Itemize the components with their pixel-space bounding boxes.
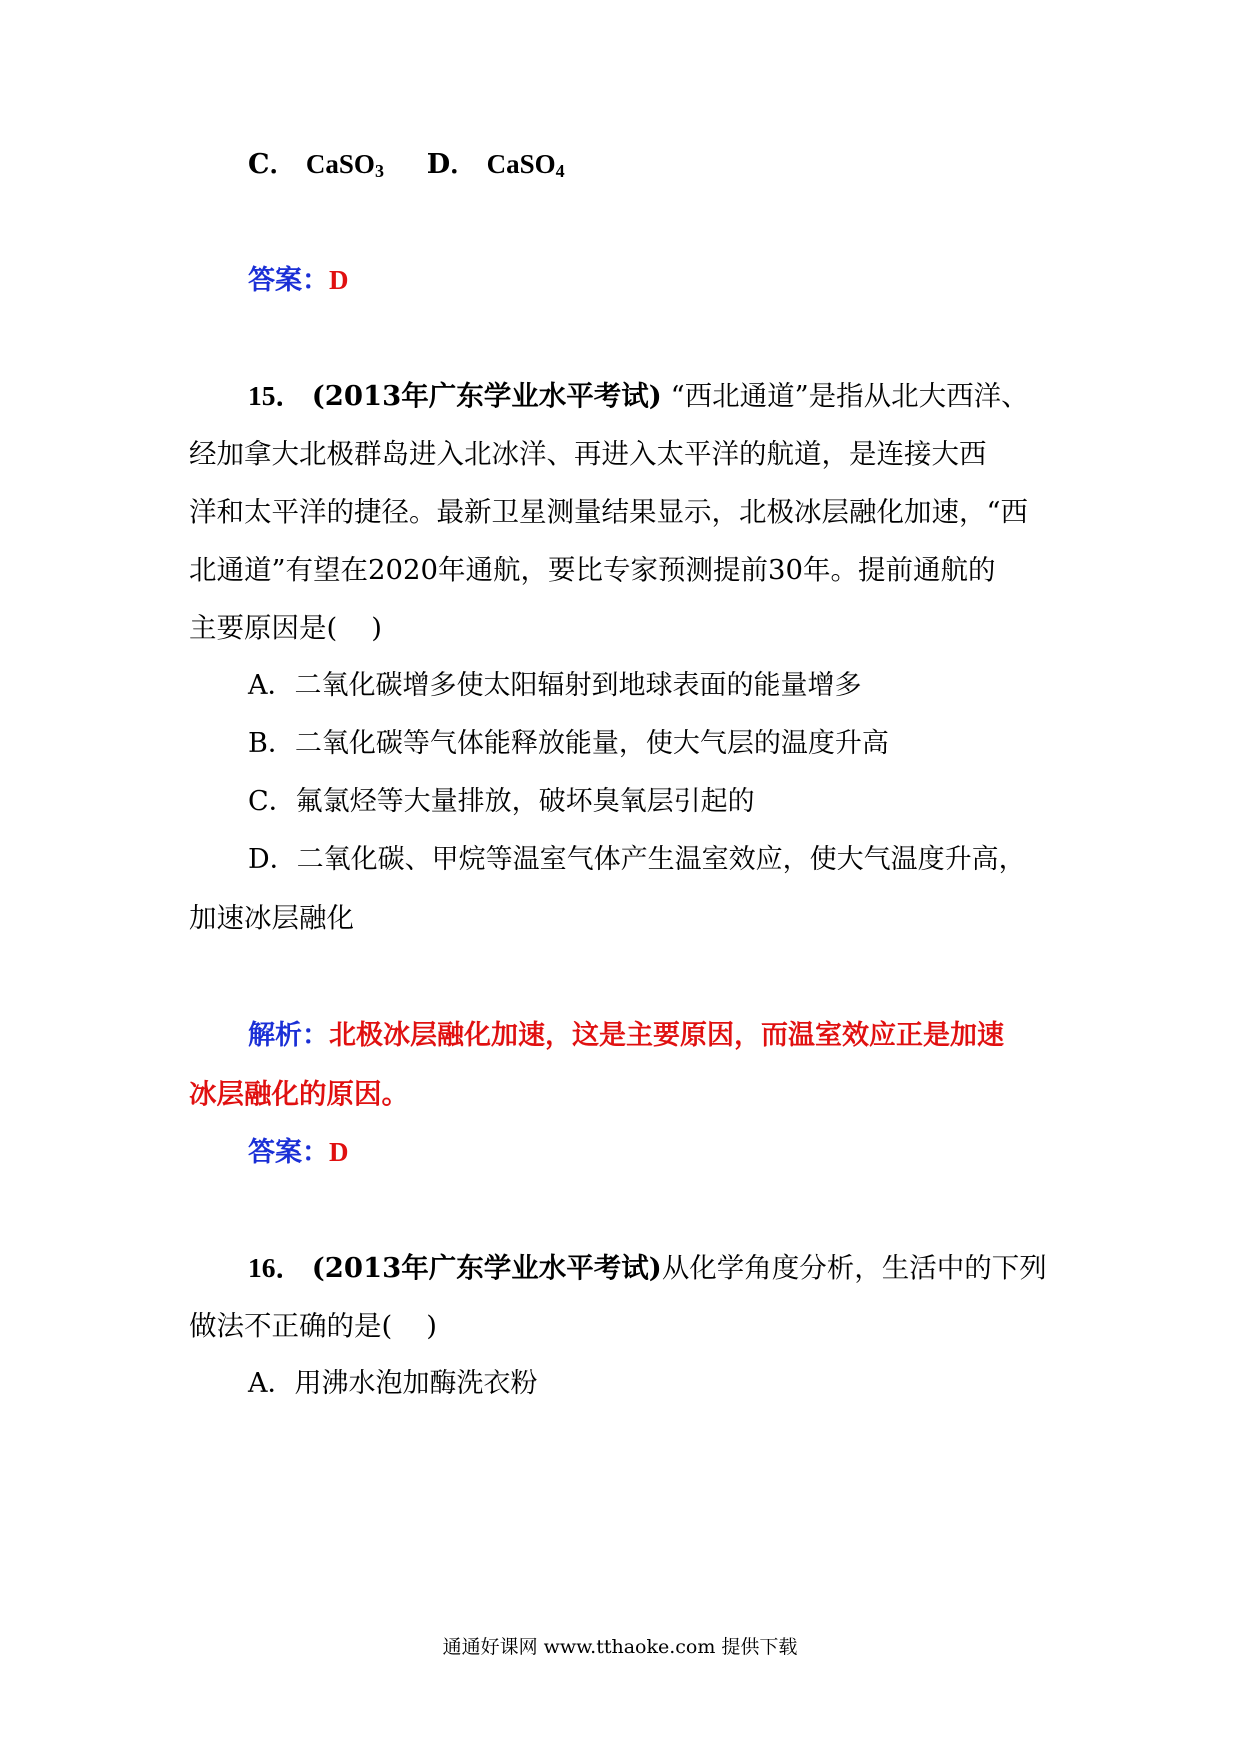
q15-line-2: 经加拿大北极群岛进入北冰洋、再进入太平洋的航道，是连接大西	[189, 438, 987, 470]
q16-stem-end: 做法不正确的是(	[189, 1310, 393, 1342]
q15-option-d-line-2: 加速冰层融化	[189, 902, 354, 934]
q16-source: (2013年广东学业水平考试)	[311, 1252, 662, 1284]
q15-text-1: “西北通道”是指从北大西洋、	[670, 380, 1029, 412]
q16-number: 16．	[248, 1252, 303, 1283]
q15-analysis-line-2: 冰层融化的原因。	[189, 1078, 409, 1110]
q15-source: (2013年广东学业水平考试)	[311, 380, 662, 412]
analysis-label: 解析：	[248, 1020, 329, 1051]
q15-option-c: C．氟氯烃等大量排放，破坏臭氧层引起的	[248, 786, 755, 817]
q15-option-d-line-1: D．二氧化碳、甲烷等温室气体产生温室效应，使大气温度升高，	[248, 844, 1026, 875]
q15-answer	[248, 1134, 349, 1171]
answer-label: 答案：	[248, 1137, 329, 1168]
answer-label: 答案：	[248, 265, 329, 296]
footer-credit: 通通好课网 www.tthaoke.com 提供下载	[442, 1636, 798, 1658]
q15-analysis-line-1	[248, 1018, 1004, 1054]
q15-number: 15．	[248, 380, 303, 411]
analysis-text-1: 北极冰层融化加速，这是主要原因，而温室效应正是加速	[329, 1020, 1004, 1051]
answer-value: D	[329, 265, 349, 295]
q16-option-a: A．用沸水泡加酶洗衣粉	[248, 1368, 538, 1399]
q15-line-3: 洋和太平洋的捷径。最新卫星测量结果显示，北极冰层融化加速，“西	[189, 496, 1029, 528]
q15-line-4: 北通道”有望在2020年通航，要比专家预测提前30年。提前通航的	[189, 554, 996, 586]
q15-line-5: 主要原因是( )	[189, 612, 382, 644]
q16-line-1	[248, 1250, 1047, 1286]
q14-answer	[248, 262, 349, 299]
q15-option-b: B．二氧化碳等气体能释放能量，使大气层的温度升高	[248, 728, 889, 759]
q14-option-d-formula: CaSO$_4$	[486, 149, 565, 181]
q14-option-d-label: D．	[426, 149, 478, 180]
answer-value: D	[329, 1137, 349, 1167]
q15-option-a: A．二氧化碳增多使太阳辐射到地球表面的能量增多	[248, 670, 862, 701]
q16-line-2: 做法不正确的是( )	[189, 1310, 437, 1342]
q14-option-c-formula: CaSO$_3$	[305, 149, 384, 181]
q14-option-c-label: C．	[248, 149, 297, 180]
q16-text-1: 从化学角度分析，生活中的下列	[661, 1252, 1047, 1284]
q15-stem-end: 主要原因是(	[189, 612, 338, 644]
q15-line-1	[248, 378, 1029, 414]
q14-options-line	[248, 146, 565, 183]
